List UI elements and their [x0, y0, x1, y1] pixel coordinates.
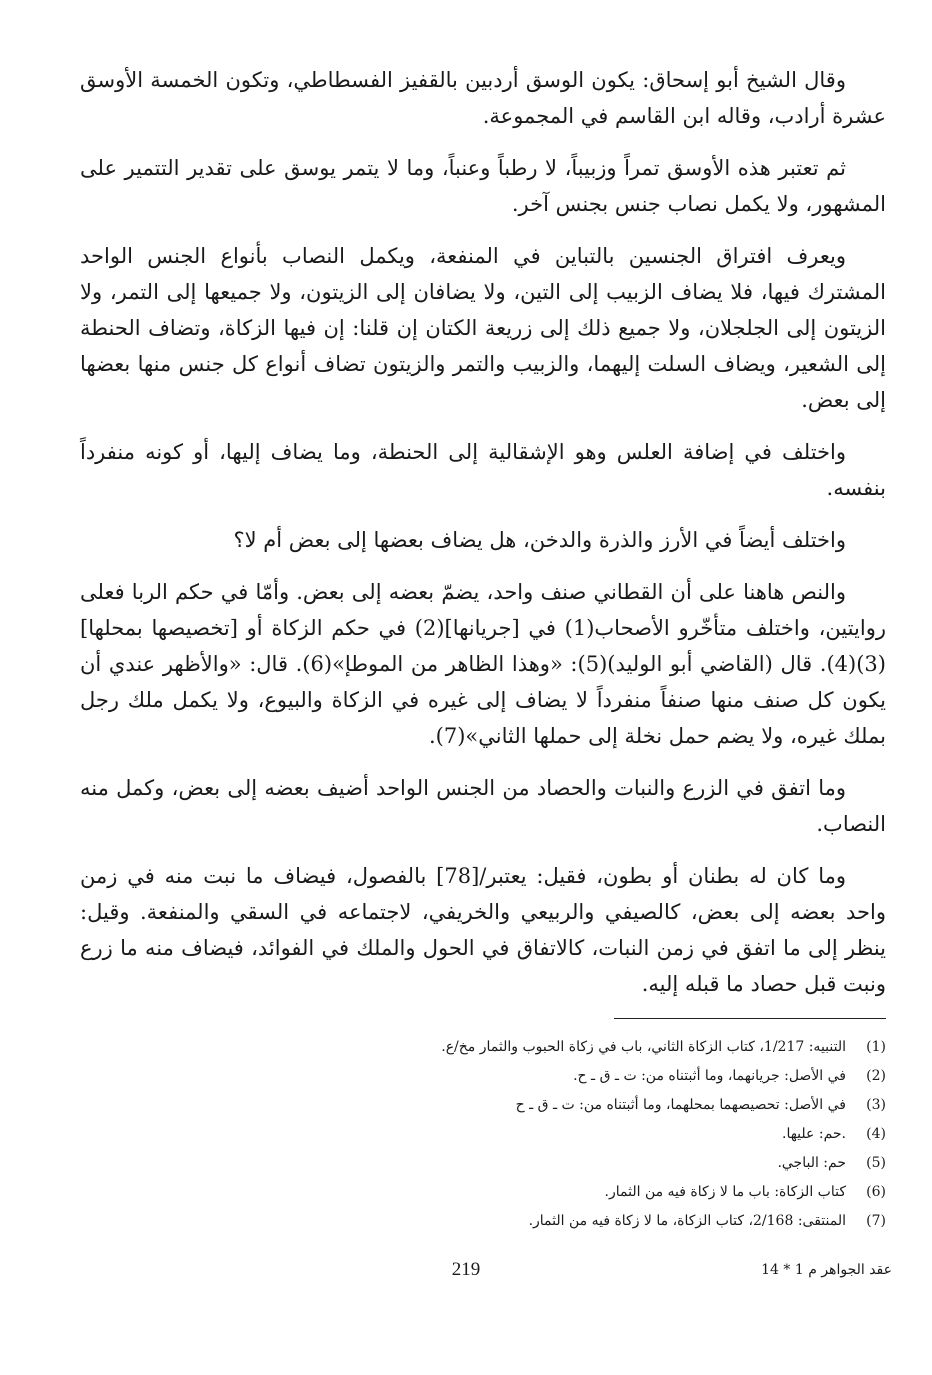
footnote-text: .حم: عليها. — [782, 1126, 846, 1142]
page-number: 219 — [451, 1259, 481, 1280]
paragraph-8: وما كان له بطنان أو بطون، فقيل: يعتبر/[78] بالفصول، فيضاف ما نبت منه في زمن واحد بعضه إلى بعض، كالصيفي والربيعي والخريفي، لاجتماعه في السقي والمنفعة. وقيل: ينظر إلى ما اتفق في زمن النبات، كالاتفاق في الحول والملك في الفوائد، فيضاف منه ما زرع ونبت قبل حصاد ما قبله إليه. — [80, 864, 886, 996]
footnote-item — [80, 1091, 886, 1120]
footnote-number: (1) — [866, 1039, 886, 1055]
page-body — [80, 62, 886, 1236]
paragraph-5: واختلف أيضاً في الأرز والذرة والدخن، هل يضاف بعضها إلى بعض أم لا؟ — [233, 528, 846, 552]
footnote-number: (7) — [866, 1213, 886, 1229]
paragraph-6: والنص هاهنا على أن القطاني صنف واحد، يضمّ بعضه إلى بعض. وأمّا في حكم الربا فعلى روايتين، واختلف متأخّرو الأصحاب(1) في [جريانها](2) في حكم الزكاة أو [تخصيصها بمحلها](3)(4). قال (القاضي أبو الوليد)(5): «وهذا الظاهر من الموطإ»(6). قال: «والأظهر عندي أن يكون كل صنف منها صنفاً منفرداً لا يضاف إلى غيره في الزكاة والبيوع، ولا يكمل ملك رجل بملك غيره، ولا يضم حمل نخلة إلى حملها الثاني»(7). — [80, 580, 886, 748]
footnote-number: (5) — [866, 1155, 886, 1171]
footnote-text: التنبيه: 1/217، كتاب الزكاة الثاني، باب في زكاة الحبوب والثمار مخ/ع. — [441, 1039, 846, 1055]
footnote-number: (2) — [866, 1068, 886, 1084]
footnote-item — [80, 1120, 886, 1149]
paragraph-7: وما اتفق في الزرع والنبات والحصاد من الجنس الواحد أضيف بعضه إلى بعض، وكمل منه النصاب. — [80, 776, 886, 836]
footnote-text: كتاب الزكاة: باب ما لا زكاة فيه من الثمار. — [604, 1184, 846, 1200]
footnote-number: (4) — [866, 1126, 886, 1142]
footnote-item — [80, 1207, 886, 1236]
footnotes — [80, 1033, 886, 1236]
paragraph-2: ثم تعتبر هذه الأوسق تمراً وزبيباً، لا رطباً وعنباً، وما لا يتمر يوسق على تقدير التتمير على المشهور، ولا يكمل نصاب جنس بجنس آخر. — [80, 156, 886, 216]
footnote-text: حم: الباجي. — [777, 1155, 846, 1171]
footnote-text: في الأصل: جريانهما، وما أثبتناه من: ت ـ ق ـ ح. — [573, 1068, 846, 1084]
paragraph-3: ويعرف افتراق الجنسين بالتباين في المنفعة، ويكمل النصاب بأنواع الجنس الواحد المشترك فيها، فلا يضاف الزبيب إلى التين، ولا يضافان إلى الزيتون، ولا جميعها إلى التمر، ولا الزيتون إلى الجلجلان، ولا جميع ذلك إلى زريعة الكتان إن قلنا: إن فيها الزكاة، وتضاف الحنطة إلى الشعير، ويضاف السلت إليهما، والزبيب والتمر والزيتون تضاف أنواع كل جنس منها بعضها إلى بعض. — [80, 244, 886, 412]
paragraph-4: واختلف في إضافة العلس وهو الإشقالية إلى الحنطة، وما يضاف إليها، أو كونه منفرداً بنفسه. — [80, 440, 886, 500]
paragraph-1: وقال الشيخ أبو إسحاق: يكون الوسق أردبين بالقفيز الفسطاطي، وتكون الخمسة الأوسق عشرة أرادب، وقاله ابن القاسم في المجموعة. — [80, 68, 886, 128]
footnote-item — [80, 1062, 886, 1091]
footnote-number: (6) — [866, 1184, 886, 1200]
footnote-text: المنتقى: 2/168، كتاب الزكاة، ما لا زكاة فيه من الثمار. — [528, 1213, 846, 1229]
footnote-text: في الأصل: تحصيصهما بمحلهما، وما أثبتناه من: ت ـ ق ـ ح — [515, 1097, 846, 1113]
footnote-item — [80, 1033, 886, 1062]
footnote-divider — [614, 1018, 886, 1019]
footnote-item — [80, 1178, 886, 1207]
main-text — [80, 62, 886, 1002]
footnote-number: (3) — [866, 1097, 886, 1113]
book-signature: عقد الجواهر م 1 * 14 — [761, 1262, 892, 1278]
footnote-item — [80, 1149, 886, 1178]
